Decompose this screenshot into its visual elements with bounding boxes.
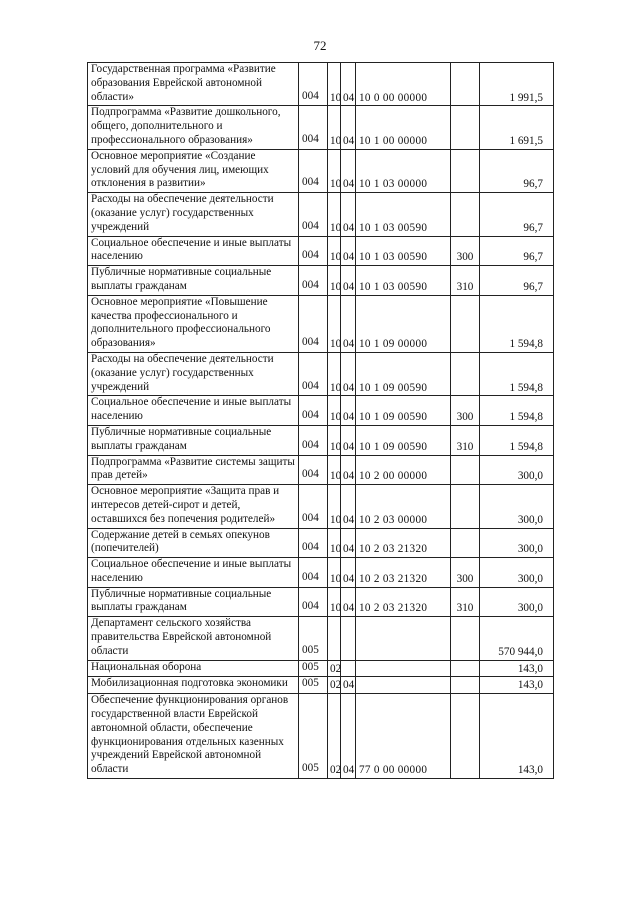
item-name-cell: Расходы на обеспечение деятельности (оказание услуг) государственных учреждений	[88, 193, 299, 236]
expense-type-cell	[451, 352, 480, 395]
amount-cell: 143,0	[480, 660, 554, 677]
table-row	[88, 677, 554, 694]
target-article-cell: 10 2 03 00000	[356, 485, 451, 528]
expense-type-cell	[451, 63, 480, 106]
admin-code-cell: 004	[299, 236, 328, 266]
item-name-cell: Расходы на обеспечение деятельности (оказание услуг) государственных учреждений	[88, 352, 299, 395]
table-row	[88, 558, 554, 588]
admin-code-cell: 004	[299, 396, 328, 426]
target-article-cell: 10 2 03 21320	[356, 528, 451, 558]
table-row	[88, 396, 554, 426]
amount-cell: 300,0	[480, 558, 554, 588]
amount-cell: 1 691,5	[480, 106, 554, 149]
table-row	[88, 528, 554, 558]
item-name-cell: Публичные нормативные социальные выплаты гражданам	[88, 587, 299, 617]
expense-type-cell	[451, 106, 480, 149]
admin-code-cell: 004	[299, 558, 328, 588]
subsection-code-cell: 04	[341, 352, 356, 395]
table-row	[88, 617, 554, 660]
amount-cell: 96,7	[480, 149, 554, 192]
subsection-code-cell: 04	[341, 193, 356, 236]
expense-type-cell: 310	[451, 425, 480, 455]
admin-code-cell: 004	[299, 352, 328, 395]
section-code-cell: 10	[328, 295, 341, 352]
section-code-cell: 10	[328, 396, 341, 426]
section-code-cell: 02	[328, 677, 341, 694]
target-article-cell	[356, 617, 451, 660]
amount-cell: 300,0	[480, 528, 554, 558]
subsection-code-cell: 04	[341, 266, 356, 296]
admin-code-cell: 004	[299, 425, 328, 455]
admin-code-cell: 005	[299, 694, 328, 779]
section-code-cell: 10	[328, 425, 341, 455]
target-article-cell: 10 2 03 21320	[356, 587, 451, 617]
page-number: 72	[313, 38, 327, 53]
table-row	[88, 694, 554, 779]
item-name-cell: Государственная программа «Развитие образования Еврейской автономной области»	[88, 63, 299, 106]
item-name-cell: Публичные нормативные социальные выплаты гражданам	[88, 425, 299, 455]
budget-table	[87, 62, 554, 779]
target-article-cell: 10 2 03 21320	[356, 558, 451, 588]
admin-code-cell: 004	[299, 193, 328, 236]
admin-code-cell: 005	[299, 677, 328, 694]
subsection-code-cell: 04	[341, 425, 356, 455]
section-code-cell: 10	[328, 236, 341, 266]
subsection-code-cell: 04	[341, 455, 356, 485]
amount-cell: 1 991,5	[480, 63, 554, 106]
item-name-cell: Подпрограмма «Развитие дошкольного, общего, дополнительного и профессионального образования»	[88, 106, 299, 149]
subsection-code-cell: 04	[341, 106, 356, 149]
item-name-cell: Социальное обеспечение и иные выплаты населению	[88, 558, 299, 588]
target-article-cell: 10 1 00 00000	[356, 106, 451, 149]
amount-cell: 300,0	[480, 455, 554, 485]
section-code-cell: 10	[328, 193, 341, 236]
target-article-cell: 10 1 03 00590	[356, 193, 451, 236]
admin-code-cell: 004	[299, 485, 328, 528]
subsection-code-cell: 04	[341, 396, 356, 426]
section-code-cell: 10	[328, 352, 341, 395]
item-name-cell: Основное мероприятие «Защита прав и интересов детей-сирот и детей, оставшихся без попечения родителей»	[88, 485, 299, 528]
expense-type-cell	[451, 455, 480, 485]
amount-cell: 1 594,8	[480, 352, 554, 395]
amount-cell: 1 594,8	[480, 295, 554, 352]
table-body	[88, 63, 554, 779]
admin-code-cell: 004	[299, 455, 328, 485]
subsection-code-cell: 04	[341, 485, 356, 528]
admin-code-cell: 004	[299, 587, 328, 617]
amount-cell: 1 594,8	[480, 396, 554, 426]
expense-type-cell	[451, 660, 480, 677]
table-row	[88, 63, 554, 106]
item-name-cell: Содержание детей в семьях опекунов (попечителей)	[88, 528, 299, 558]
target-article-cell: 10 1 09 00590	[356, 396, 451, 426]
item-name-cell: Департамент сельского хозяйства правительства Еврейской автономной области	[88, 617, 299, 660]
expense-type-cell	[451, 295, 480, 352]
section-code-cell: 10	[328, 528, 341, 558]
expense-type-cell	[451, 485, 480, 528]
subsection-code-cell	[341, 660, 356, 677]
section-code-cell: 10	[328, 149, 341, 192]
item-name-cell: Обеспечение функционирования органов государственной власти Еврейской автономной области, обеспечение функционирования отдельных казенных учреждений Еврейской автономной области	[88, 694, 299, 779]
table-row	[88, 660, 554, 677]
target-article-cell: 10 1 09 00590	[356, 352, 451, 395]
subsection-code-cell	[341, 617, 356, 660]
item-name-cell: Основное мероприятие «Создание условий для обучения лиц, имеющих отклонения в развитии»	[88, 149, 299, 192]
expense-type-cell	[451, 528, 480, 558]
section-code-cell: 10	[328, 485, 341, 528]
amount-cell: 1 594,8	[480, 425, 554, 455]
item-name-cell: Мобилизационная подготовка экономики	[88, 677, 299, 694]
subsection-code-cell: 04	[341, 63, 356, 106]
section-code-cell	[328, 617, 341, 660]
target-article-cell: 10 2 00 00000	[356, 455, 451, 485]
expense-type-cell: 300	[451, 558, 480, 588]
expense-type-cell	[451, 149, 480, 192]
table-row	[88, 455, 554, 485]
amount-cell: 300,0	[480, 485, 554, 528]
table-row	[88, 485, 554, 528]
amount-cell: 96,7	[480, 193, 554, 236]
section-code-cell: 10	[328, 587, 341, 617]
amount-cell: 300,0	[480, 587, 554, 617]
section-code-cell: 10	[328, 63, 341, 106]
subsection-code-cell: 04	[341, 558, 356, 588]
table-row	[88, 352, 554, 395]
expense-type-cell: 310	[451, 587, 480, 617]
table-row	[88, 295, 554, 352]
section-code-cell: 10	[328, 266, 341, 296]
target-article-cell: 10 1 09 00590	[356, 425, 451, 455]
expense-type-cell	[451, 617, 480, 660]
table-row	[88, 106, 554, 149]
admin-code-cell: 005	[299, 660, 328, 677]
item-name-cell: Национальная оборона	[88, 660, 299, 677]
section-code-cell: 02	[328, 660, 341, 677]
subsection-code-cell: 04	[341, 677, 356, 694]
target-article-cell: 77 0 00 00000	[356, 694, 451, 779]
subsection-code-cell: 04	[341, 295, 356, 352]
amount-cell: 143,0	[480, 694, 554, 779]
admin-code-cell: 004	[299, 528, 328, 558]
section-code-cell: 10	[328, 106, 341, 149]
target-article-cell: 10 1 03 00590	[356, 236, 451, 266]
table-row	[88, 266, 554, 296]
subsection-code-cell: 04	[341, 236, 356, 266]
table-row	[88, 149, 554, 192]
item-name-cell: Основное мероприятие «Повышение качества профессионального и дополнительного профессионального образования»	[88, 295, 299, 352]
admin-code-cell: 004	[299, 266, 328, 296]
item-name-cell: Социальное обеспечение и иные выплаты населению	[88, 236, 299, 266]
subsection-code-cell: 04	[341, 694, 356, 779]
target-article-cell: 10 0 00 00000	[356, 63, 451, 106]
expense-type-cell	[451, 193, 480, 236]
section-code-cell: 10	[328, 558, 341, 588]
target-article-cell	[356, 660, 451, 677]
admin-code-cell: 004	[299, 295, 328, 352]
table-row	[88, 193, 554, 236]
table-row	[88, 425, 554, 455]
section-code-cell: 02	[328, 694, 341, 779]
subsection-code-cell: 04	[341, 587, 356, 617]
expense-type-cell	[451, 677, 480, 694]
admin-code-cell: 005	[299, 617, 328, 660]
target-article-cell	[356, 677, 451, 694]
table-row	[88, 236, 554, 266]
amount-cell: 143,0	[480, 677, 554, 694]
amount-cell: 96,7	[480, 266, 554, 296]
admin-code-cell: 004	[299, 149, 328, 192]
item-name-cell: Социальное обеспечение и иные выплаты населению	[88, 396, 299, 426]
expense-type-cell: 310	[451, 266, 480, 296]
expense-type-cell: 300	[451, 236, 480, 266]
amount-cell: 96,7	[480, 236, 554, 266]
admin-code-cell: 004	[299, 106, 328, 149]
item-name-cell: Подпрограмма «Развитие системы защиты прав детей»	[88, 455, 299, 485]
admin-code-cell: 004	[299, 63, 328, 106]
section-code-cell: 10	[328, 455, 341, 485]
target-article-cell: 10 1 03 00000	[356, 149, 451, 192]
expense-type-cell	[451, 694, 480, 779]
target-article-cell: 10 1 09 00000	[356, 295, 451, 352]
item-name-cell: Публичные нормативные социальные выплаты гражданам	[88, 266, 299, 296]
table-row	[88, 587, 554, 617]
amount-cell: 570 944,0	[480, 617, 554, 660]
subsection-code-cell: 04	[341, 528, 356, 558]
subsection-code-cell: 04	[341, 149, 356, 192]
expense-type-cell: 300	[451, 396, 480, 426]
target-article-cell: 10 1 03 00590	[356, 266, 451, 296]
